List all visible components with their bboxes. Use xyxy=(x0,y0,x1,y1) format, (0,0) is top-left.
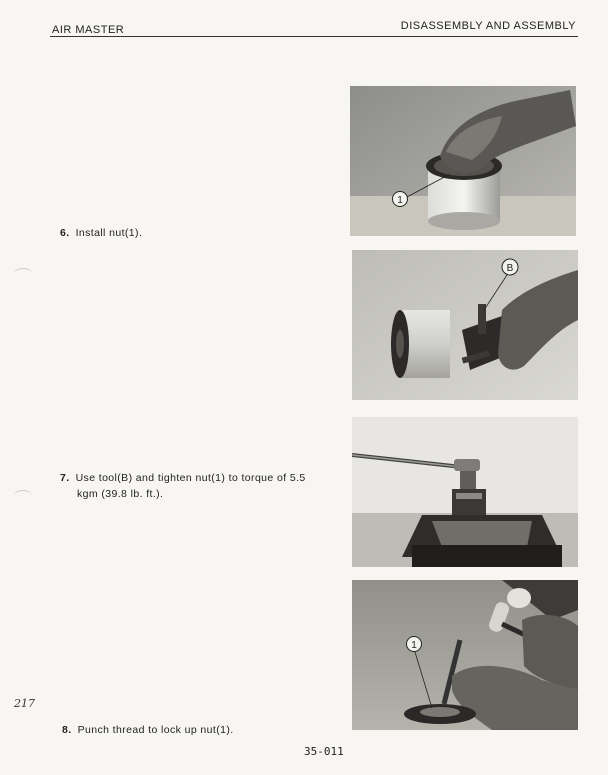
photo-tool-b xyxy=(352,250,578,400)
step-text: Install nut(1). xyxy=(75,227,143,239)
step-number: 8. xyxy=(62,724,72,736)
step-8 xyxy=(62,722,234,738)
punch-hole-mark xyxy=(14,268,32,279)
step-text-line1: Use tool(B) and tighten nut(1) to torque of 5.5 xyxy=(75,472,306,484)
step-text-line2: kgm (39.8 lb. ft.). xyxy=(77,488,164,500)
callout-label: 1 xyxy=(411,640,417,651)
photo-install-nut xyxy=(350,86,576,236)
punch-hole-mark xyxy=(14,490,32,501)
callout-label: B xyxy=(506,263,514,274)
photo-torque-wrench xyxy=(352,417,578,567)
header-section-title: AIR MASTER xyxy=(52,24,125,36)
step-number: 6. xyxy=(60,227,70,239)
handwritten-margin-note: 217 xyxy=(14,697,35,710)
step-7 xyxy=(60,470,306,502)
step-6 xyxy=(60,225,142,241)
step-number: 7. xyxy=(60,472,70,484)
header-rule xyxy=(50,36,578,37)
photo-punch-thread xyxy=(352,580,578,730)
header-chapter-title: DISASSEMBLY AND ASSEMBLY xyxy=(400,20,576,32)
page-number: 35-011 xyxy=(304,745,344,758)
step-text: Punch thread to lock up nut(1). xyxy=(77,724,234,736)
callout-label: 1 xyxy=(397,195,403,206)
